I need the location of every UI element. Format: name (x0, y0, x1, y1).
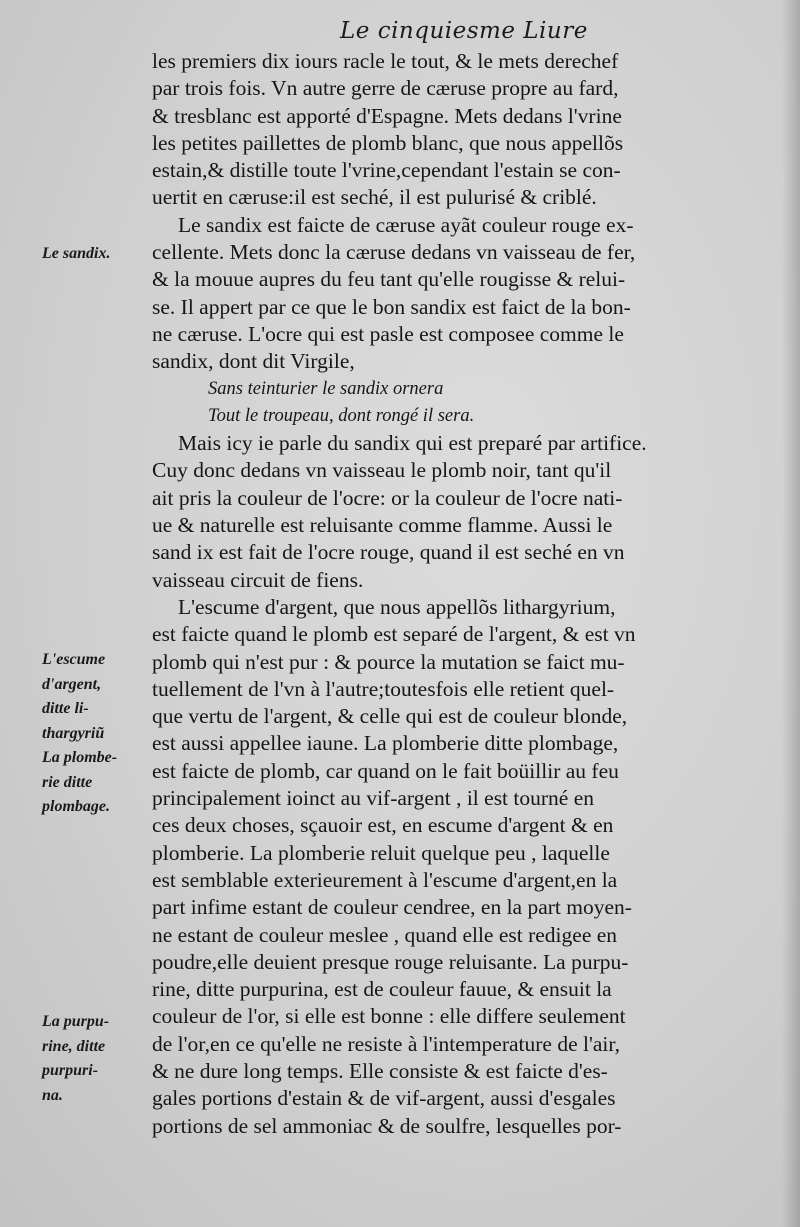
text-line: estain,& distille toute l'vrine,cependant l'estain se con- (152, 158, 621, 183)
text-line: part infime estant de couleur cendree, en la part moyen- (152, 895, 632, 920)
text-line: plomberie. La plomberie reluit quelque peu , laquelle (152, 840, 610, 865)
text-line: Tout le troupeau, dont rongé il sera. (208, 405, 475, 426)
text-line: couleur de l'or, si elle est bonne : elle differe seulement (152, 1004, 626, 1029)
text-line: vaisseau circuit de fiens. (152, 567, 364, 592)
text-line: & la mouue aupres du feu tant qu'elle rougisse & relui- (152, 267, 626, 292)
margin-note-line: thargyriũ (42, 724, 105, 742)
text-line: & tresblanc est apporté d'Espagne. Mets dedans l'vrine (152, 103, 622, 128)
margin-note-escume-plombage (42, 648, 152, 820)
running-header: Le cinquiesme Liure (340, 18, 588, 44)
margin-note-line: plombage. (42, 798, 110, 815)
margin-note-line: La purpu- (42, 1013, 110, 1030)
text-line: est semblable exterieurement à l'escume d'argent,en la (152, 867, 618, 892)
margin-note-line: L'escume (42, 651, 106, 668)
text-line: Cuy donc dedans vn vaisseau le plomb noir, tant qu'il (152, 458, 612, 483)
text-line: les petites paillettes de plomb blanc, que nous appellõs (152, 130, 624, 155)
text-line: de l'or,en ce qu'elle ne resiste à l'intemperature de l'air, (152, 1031, 621, 1056)
text-line: ne cæruse. L'ocre qui est pasle est composee comme le (152, 321, 624, 346)
text-line: tuellement de l'vn à l'autre;toutesfois elle retient quel- (152, 676, 615, 701)
margin-note-sandix (42, 242, 152, 267)
text-line: Mais icy ie parle du sandix qui est preparé par artifice. (178, 431, 647, 456)
text-line: Sans teinturier le sandix ornera (208, 378, 444, 399)
text-line: rine, ditte purpurina, est de couleur fauue, & ensuit la (152, 977, 612, 1002)
text-line: uertit en cæruse:il est seché, il est pulurisé & criblé. (152, 185, 597, 210)
margin-note-purpurine (42, 1010, 152, 1108)
margin-note-line: ditte li- (42, 700, 89, 717)
text-line: est faicte de plomb, car quand on le fait boüillir au feu (152, 758, 619, 783)
text-line: les premiers dix iours racle le tout, & le mets derechef (152, 49, 619, 73)
margin-note-line: na. (42, 1086, 63, 1104)
body-text (152, 48, 792, 1140)
text-line: est faicte quand le plomb est separé de l'argent, & est vn (152, 622, 636, 647)
text-line: est aussi appellee iaune. La plomberie ditte plombage, (152, 731, 619, 756)
text-line: ces deux choses, sçauoir est, en escume d'argent & en (152, 813, 614, 838)
text-line: principalement ioinct au vif-argent , il est tourné en (152, 786, 594, 811)
text-line: ue & naturelle est reluisante comme flamme. Aussi le (152, 513, 613, 538)
margin-note-line: Le sandix. (42, 245, 111, 262)
text-line: Le sandix est faicte de cæruse ayãt couleur rouge ex- (178, 212, 634, 237)
margin-note-line: La plombe- (42, 749, 118, 766)
text-line: plomb qui n'est pur : & pource la mutation se faict mu- (152, 649, 625, 674)
margin-note-line: rine, ditte (42, 1037, 106, 1055)
text-line: ait pris la couleur de l'ocre: or la couleur de l'ocre nati- (152, 485, 623, 510)
text-line: sand ix est fait de l'ocre rouge, quand il est seché en vn (152, 540, 625, 565)
page-edge-shadow (782, 0, 800, 1227)
text-line: gales portions d'estain & de vif-argent, aussi d'esgales (152, 1086, 616, 1111)
margin-note-line: rie ditte (42, 773, 93, 791)
text-line: que vertu de l'argent, & celle qui est de couleur blonde, (152, 704, 628, 729)
text-line: poudre,elle deuient presque rouge reluisante. La purpu- (152, 949, 629, 974)
margin-note-line: d'argent, (42, 675, 102, 693)
text-line: portions de sel ammoniac & de soulfre, lesquelles por- (152, 1113, 622, 1138)
text-line: par trois fois. Vn autre gerre de cæruse propre au fard, (152, 76, 619, 101)
text-line: cellente. Mets donc la cæruse dedans vn vaisseau de fer, (152, 240, 636, 265)
text-line: sandix, dont dit Virgile, (152, 349, 355, 374)
text-line: & ne dure long temps. Elle consiste & est faicte d'es- (152, 1058, 608, 1083)
margin-note-line: purpuri- (42, 1062, 99, 1079)
text-line: L'escume d'argent, que nous appellõs lithargyrium, (178, 594, 616, 619)
text-line: ne estant de couleur meslee , quand elle est redigee en (152, 922, 618, 947)
text-line: se. Il appert par ce que le bon sandix est faict de la bon- (152, 294, 631, 319)
